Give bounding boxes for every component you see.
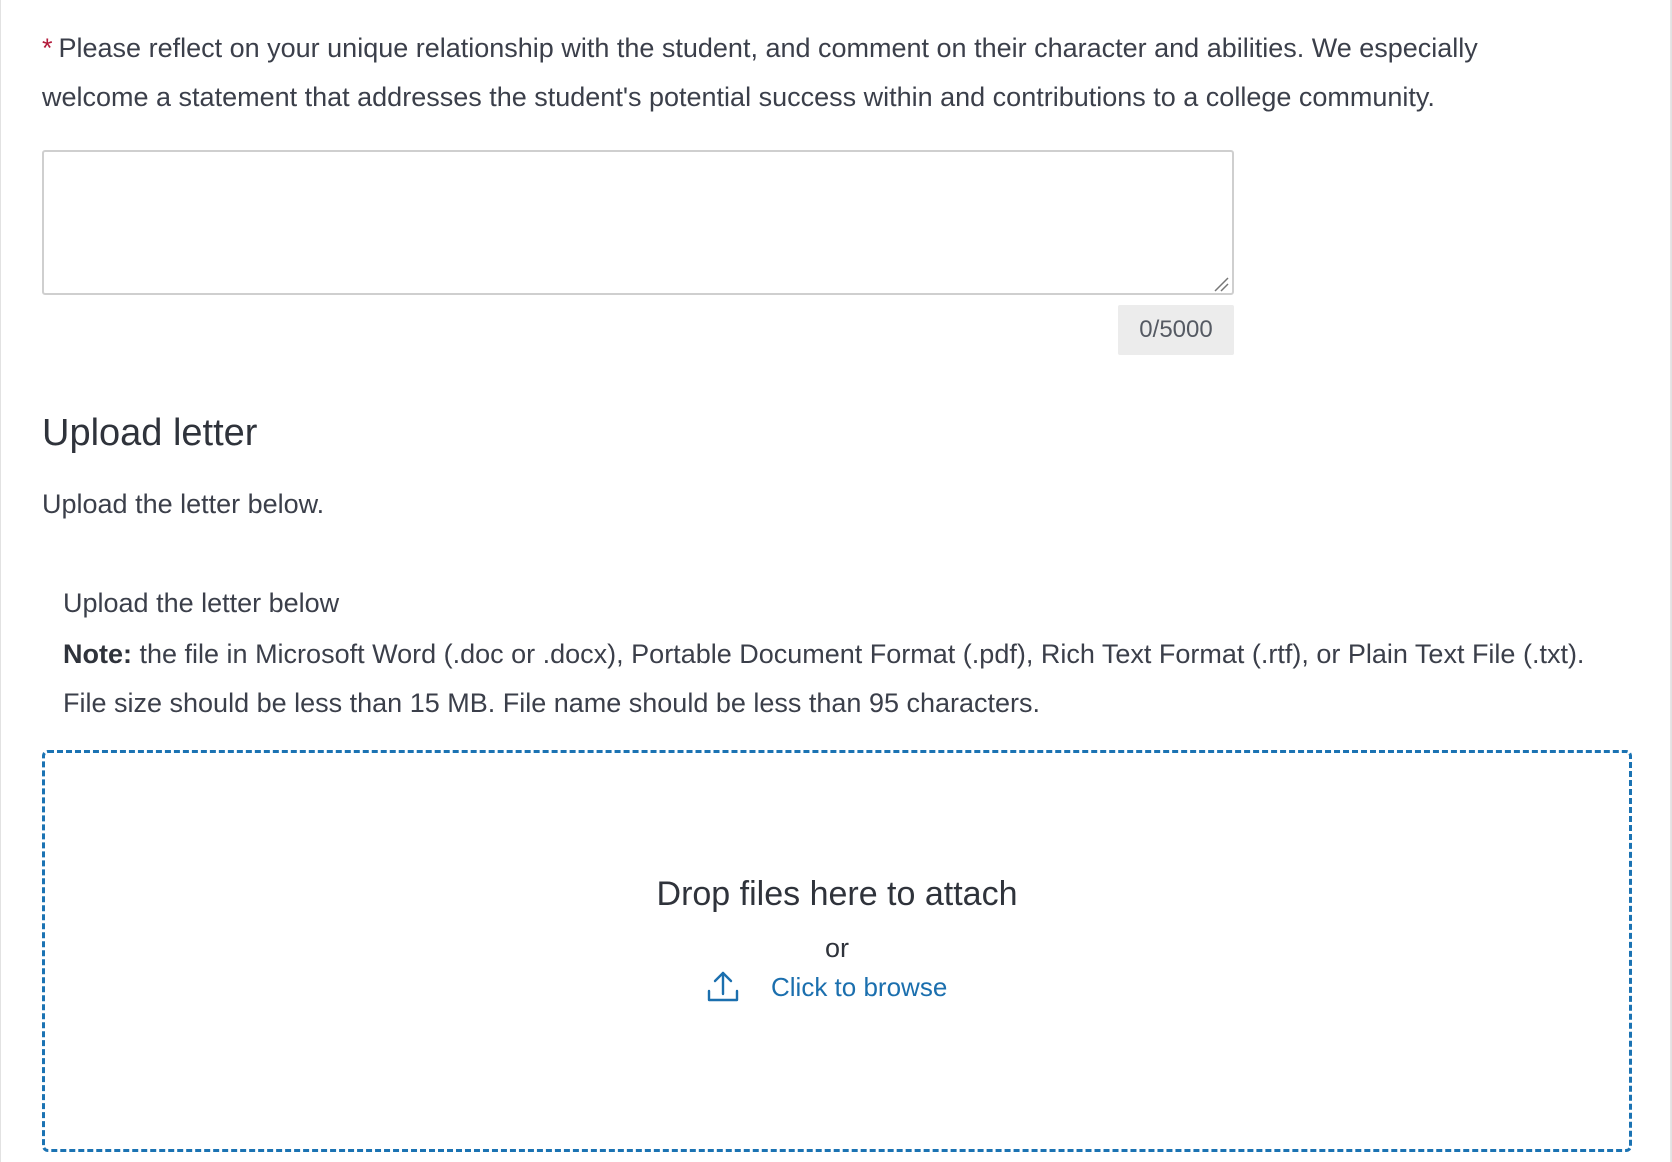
page-edge-rule (1670, 0, 1671, 1162)
file-dropzone[interactable] (42, 750, 1632, 1152)
essay-textarea[interactable] (42, 150, 1234, 295)
required-marker: * (42, 33, 53, 63)
browse-files-link[interactable] (705, 969, 947, 1005)
character-counter: 0/5000 (1118, 305, 1234, 355)
dropzone-or-text: or (824, 933, 849, 963)
resize-handle-icon[interactable] (1213, 276, 1229, 292)
upload-field-title: Upload the letter below (63, 588, 340, 618)
question-text: Please reflect on your unique relationship with the student, and comment on their character and abilities. We especially welcome a statement that addresses the student's potential success within and contributions to a college community. (42, 33, 1478, 112)
upload-section-heading: Upload letter (42, 412, 258, 454)
upload-note-text: the file in Microsoft Word (.doc or .docx), Portable Document Format (.pdf), Rich Text Format (.rtf), or Plain Text File (.txt). File size should be less than 15 MB. File name should be less than 95 characters. (63, 639, 1585, 718)
upload-note-label: Note: (63, 639, 132, 669)
browse-label[interactable]: Click to browse (771, 971, 948, 1002)
upload-section-subtext: Upload the letter below. (42, 489, 325, 519)
dropzone-drop-text: Drop files here to attach (656, 875, 1018, 913)
upload-icon (705, 969, 741, 1005)
upload-note (63, 630, 1593, 728)
question-prompt (42, 24, 1582, 122)
